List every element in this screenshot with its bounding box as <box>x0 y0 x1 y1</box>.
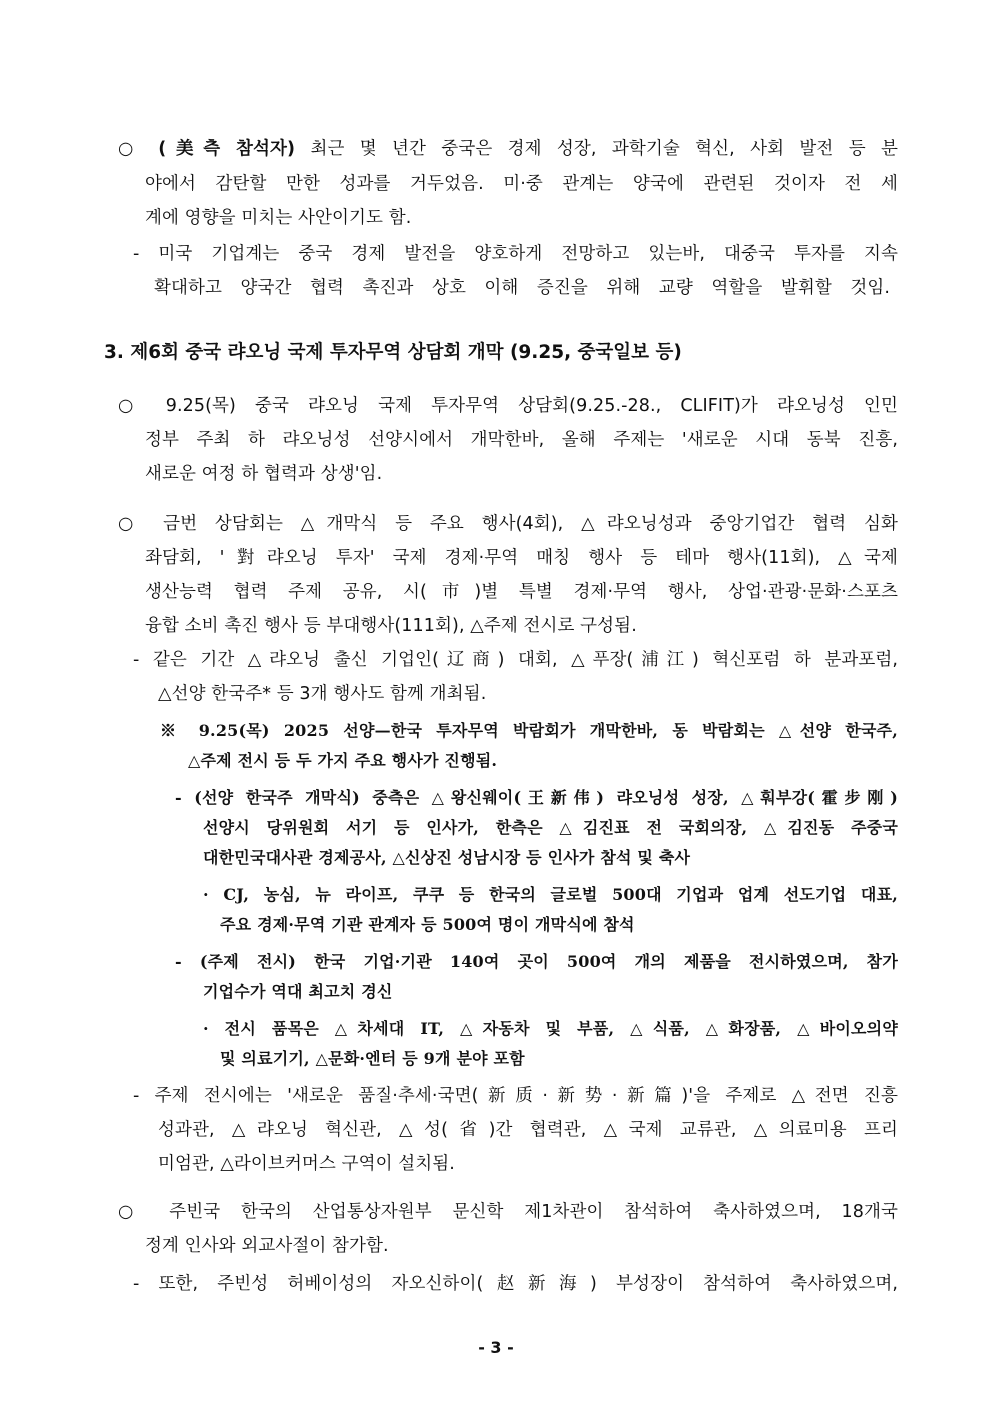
text-line: · CJ, 농심, 뉴 라이프, 쿠쿠 등 한국의 글로벌 500대 기업과 업계 선도기업 대표, <box>203 885 898 904</box>
text-line: 정부 주최 하 랴오닝성 선양시에서 개막한바, 올해 주제는 '새로운 시대 동북 진흥, <box>145 430 898 450</box>
text-line <box>118 135 898 160</box>
text-line: 융합 소비 촉진 행사 등 부대행사(111회), △주제 전시로 구성됨. <box>145 616 637 636</box>
text-line: · 전시 품목은 △차세대 IT, △자동차 및 부품, △식품, △화장품, △바이오의약 <box>203 1019 898 1038</box>
text-line: 확대하고 양국간 협력 촉진과 상호 이해 증진을 위해 교량 역할을 발휘할 것임. <box>154 278 890 298</box>
text-line: 미엄관, △라이브커머스 구역이 설치됨. <box>158 1154 455 1174</box>
page-number: - 3 - <box>478 1338 514 1357</box>
text-line: ○ 주빈국 한국의 산업통상자원부 문신학 제1차관이 참석하여 축사하였으며, 18개국 <box>118 1202 898 1222</box>
text-line: - 같은 기간 △랴오닝 출신 기업인(辽商) 대회, △푸장(浦江) 혁신포럼 하 분과포럼, <box>133 650 898 670</box>
text-line: 대한민국대사관 경제공사, △신상진 성남시장 등 인사가 참석 및 축사 <box>203 848 691 867</box>
text-line: - 또한, 주빈성 허베이성의 자오신하이(赵新海) 부성장이 참석하여 축사하였으며, <box>133 1274 898 1294</box>
text-line: 생산능력 협력 주제 공유, 시(市)별 특별 경제·무역 행사, 상업·관광·문화·스포츠 <box>145 582 898 602</box>
text-line: 야에서 감탄할 만한 성과를 거두었음. 미·중 관계는 양국에 관련된 것이자 전 세 <box>145 174 898 194</box>
section-heading: 3. 제6회 중국 랴오닝 국제 투자무역 상담회 개막 (9.25, 중국일보 등) <box>104 342 682 363</box>
line-text: 최근 몇 년간 중국은 경제 성장, 과학기술 혁신, 사회 발전 등 분 <box>295 139 898 159</box>
text-line: - 미국 기업계는 중국 경제 발전을 양호하게 전망하고 있는바, 대중국 투자를 지속 <box>133 244 898 264</box>
text-line: 선양시 당위원회 서기 등 인사가, 한측은 △김진표 전 국회의장, △김진동 주중국 <box>203 818 898 837</box>
text-line: ○ 금번 상담회는 △개막식 등 주요 행사(4회), △랴오닝성과 중앙기업간 협력 심화 <box>118 514 898 534</box>
text-line: 새로운 여정 하 협력과 상생'임. <box>145 464 383 484</box>
text-line: 및 의료기기, △문화·엔터 등 9개 분야 포함 <box>220 1049 525 1068</box>
text-line: 주요 경제·무역 기관 관계자 등 500여 명이 개막식에 참석 <box>220 915 635 934</box>
text-line: 계에 영향을 미치는 사안이기도 함. <box>145 208 412 228</box>
text-line: ○ 9.25(목) 중국 랴오닝 국제 투자무역 상담회(9.25.-28., CLIFIT)가 랴오닝성 인민 <box>118 396 898 416</box>
text-line: 정계 인사와 외교사절이 참가함. <box>145 1236 389 1256</box>
bullet-marker: ○ <box>118 139 159 159</box>
text-line: - (선양 한국주 개막식) 중측은 △왕신웨이(王新伟) 랴오닝성 성장, △훠부강(霍步刚) <box>175 788 898 807</box>
text-line: △선양 한국주* 등 3개 행사도 함께 개최됨. <box>158 684 487 704</box>
text-line: 좌담회, '對랴오닝 투자' 국제 경제·무역 매칭 행사 등 테마 행사(11회), △국제 <box>145 548 898 568</box>
text-line: 기업수가 역대 최고치 경신 <box>203 982 393 1001</box>
text-line: 성과관, △랴오닝 혁신관, △성(省)간 협력관, △국제 교류관, △의료미용 프리 <box>158 1120 898 1140</box>
text-line: △주제 전시 등 두 가지 주요 행사가 진행됨. <box>188 751 498 770</box>
text-line: - 주제 전시에는 '새로운 품질·추세·국면(新质·新势·新篇)'을 주제로 △전면 진흥 <box>133 1086 898 1106</box>
text-line: ※ 9.25(목) 2025 선양—한국 투자무역 박람회가 개막한바, 동 박람회는 △선양 한국주, <box>160 721 898 740</box>
text-line: - (주제 전시) 한국 기업·기관 140여 곳이 500여 개의 제품을 전시하였으며, 참가 <box>175 952 898 971</box>
speaker-label: (美측 참석자) <box>158 139 296 159</box>
